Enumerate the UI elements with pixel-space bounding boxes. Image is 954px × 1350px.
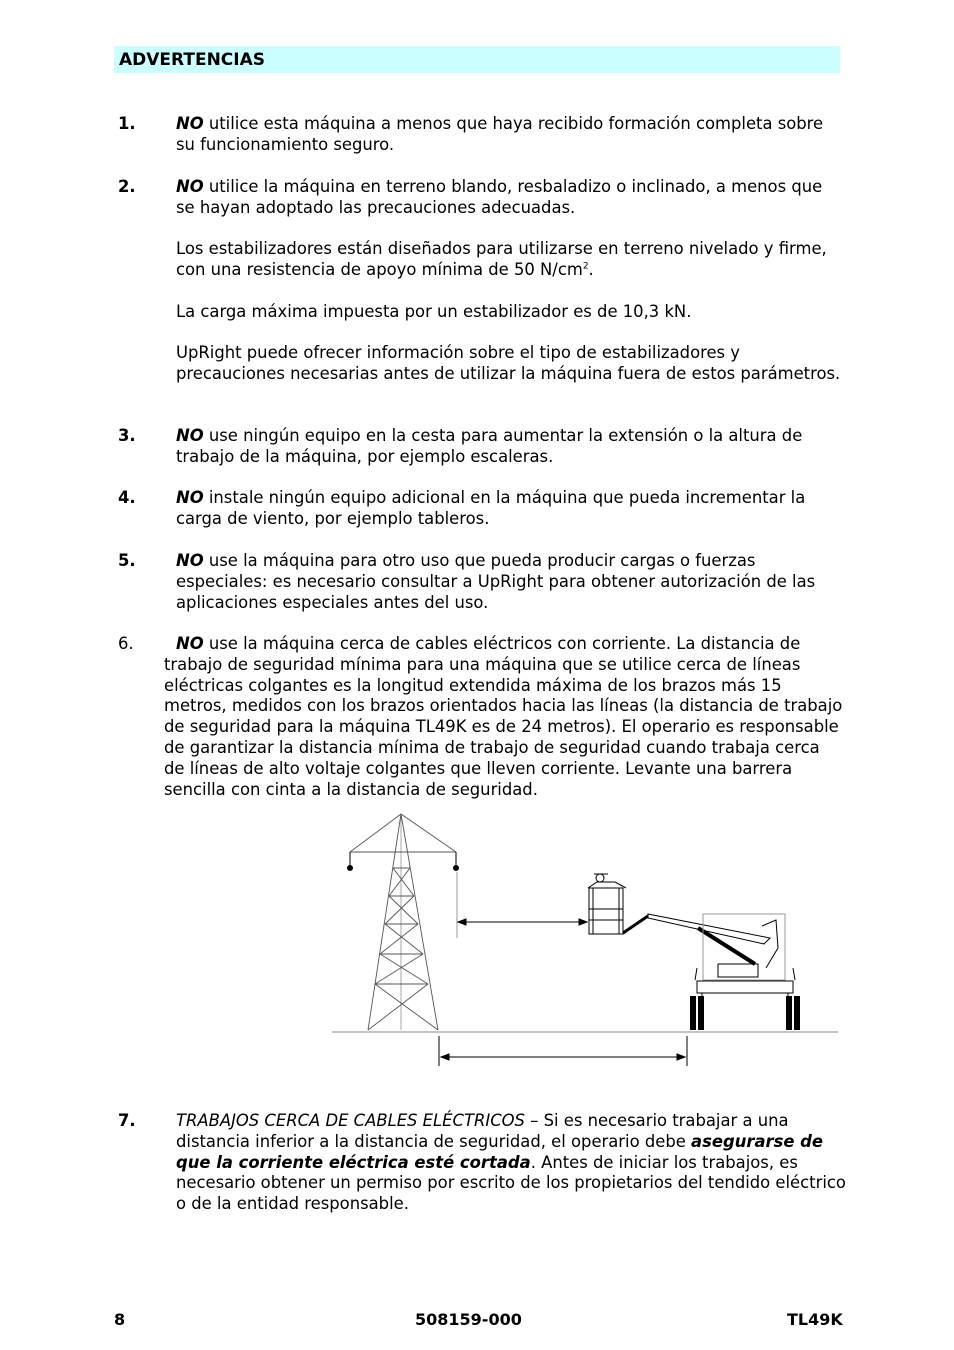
item-number: 5. bbox=[118, 551, 136, 570]
conductor-right bbox=[454, 866, 459, 871]
superscript: 2 bbox=[582, 261, 589, 272]
document-number: 508159-000 bbox=[415, 1310, 522, 1329]
item-number: 6. bbox=[118, 634, 134, 653]
no-emphasis: NO bbox=[176, 551, 204, 570]
period: . bbox=[588, 260, 594, 280]
upright-info-text: UpRight puede ofrecer información sobre el tipo de estabilizadores y precauciones necesarias antes de utilizar la máquina fuera de estos parámetros. bbox=[176, 343, 841, 384]
item-number: 1. bbox=[118, 114, 136, 133]
item-text: use ningún equipo en la cesta para aumentar la extensión o la altura de trabajo de la máquina, por ejemplo escaleras. bbox=[176, 426, 803, 466]
section-title: ADVERTENCIAS bbox=[119, 50, 266, 70]
no-emphasis: NO bbox=[176, 488, 204, 507]
item-body bbox=[176, 177, 846, 385]
no-emphasis: NO bbox=[176, 426, 204, 445]
stabilizer-text: Los estabilizadores están diseñados para utilizarse en terreno nivelado y firme, con una resistencia de apoyo mínima de 50 N/cm bbox=[176, 239, 827, 280]
item-text: – Si es necesario trabajar a una distancia inferior a la distancia de seguridad, el operario debe bbox=[176, 1111, 789, 1151]
emphasis-text: asegurarse de que la corriente eléctrica esté cortada bbox=[176, 1131, 824, 1172]
work-basket bbox=[588, 874, 626, 934]
ground-distance-arrow bbox=[439, 1036, 687, 1066]
safety-distance-illustration bbox=[330, 808, 840, 1070]
item-lead: TRABAJOS CERCA DE CABLES ELÉCTRICOS bbox=[176, 1111, 525, 1130]
horizontal-distance-arrow bbox=[458, 919, 587, 925]
item-body bbox=[176, 551, 846, 613]
item-text: utilice esta máquina a menos que haya recibido formación completa sobre su funcionamiento seguro. bbox=[176, 114, 824, 154]
item-body bbox=[176, 1111, 846, 1215]
no-emphasis: NO bbox=[176, 114, 204, 133]
item-body bbox=[176, 426, 846, 468]
no-emphasis: NO bbox=[176, 634, 204, 653]
item-number: 4. bbox=[118, 488, 136, 507]
item-text: utilice la máquina en terreno blando, resbaladizo o inclinado, a menos que se hayan adoptado las precauciones adecuadas. bbox=[176, 177, 823, 217]
item-number: 2. bbox=[118, 177, 136, 196]
no-emphasis: NO bbox=[176, 177, 204, 196]
item-text-continued: . Antes de iniciar los trabajos, es necesario obtener un permiso por escrito de los propietarios del tendido eléctrico o de la entidad responsable. bbox=[176, 1152, 846, 1214]
section-header bbox=[114, 46, 840, 73]
model-name: TL49K bbox=[787, 1310, 843, 1329]
item-number: 3. bbox=[118, 426, 136, 445]
max-load-text: La carga máxima impuesta por un estabilizador es de 10,3 kN. bbox=[176, 301, 692, 321]
item-body bbox=[176, 114, 846, 156]
boom-arm bbox=[623, 914, 770, 964]
item-text: instale ningún equipo adicional en la máquina que pueda incrementar la carga de viento, por ejemplo tableros. bbox=[176, 488, 806, 528]
item-body bbox=[176, 488, 846, 530]
item-text: use la máquina para otro uso que pueda producir cargas o fuerzas especiales: es necesario consultar a UpRight para obtener autorización de las aplicaciones especiales antes del uso. bbox=[176, 551, 816, 612]
power-pylon bbox=[350, 814, 456, 1030]
conductor-left bbox=[348, 866, 353, 871]
item-body bbox=[164, 634, 844, 800]
item-text: use la máquina cerca de cables eléctricos con corriente. La distancia de trabajo de seguridad mínima para una máquina que se utilice cerca de líneas eléctricas colgantes es la longitud extendida máxima de los brazos más 15 metros, medidos con los brazos orientados hacia las líneas (la distancia de trabajo de seguridad para la máquina TL49K es de 24 metros). El operario es responsable de garantizar la distancia mínima de trabajo de seguridad cuando trabaja cerca de líneas de alto voltaje colgantes que lleven corriente. Levante una barrera sencilla con cinta a la distancia de seguridad. bbox=[164, 634, 843, 799]
item-number: 7. bbox=[118, 1111, 136, 1130]
page-number: 8 bbox=[114, 1310, 126, 1329]
